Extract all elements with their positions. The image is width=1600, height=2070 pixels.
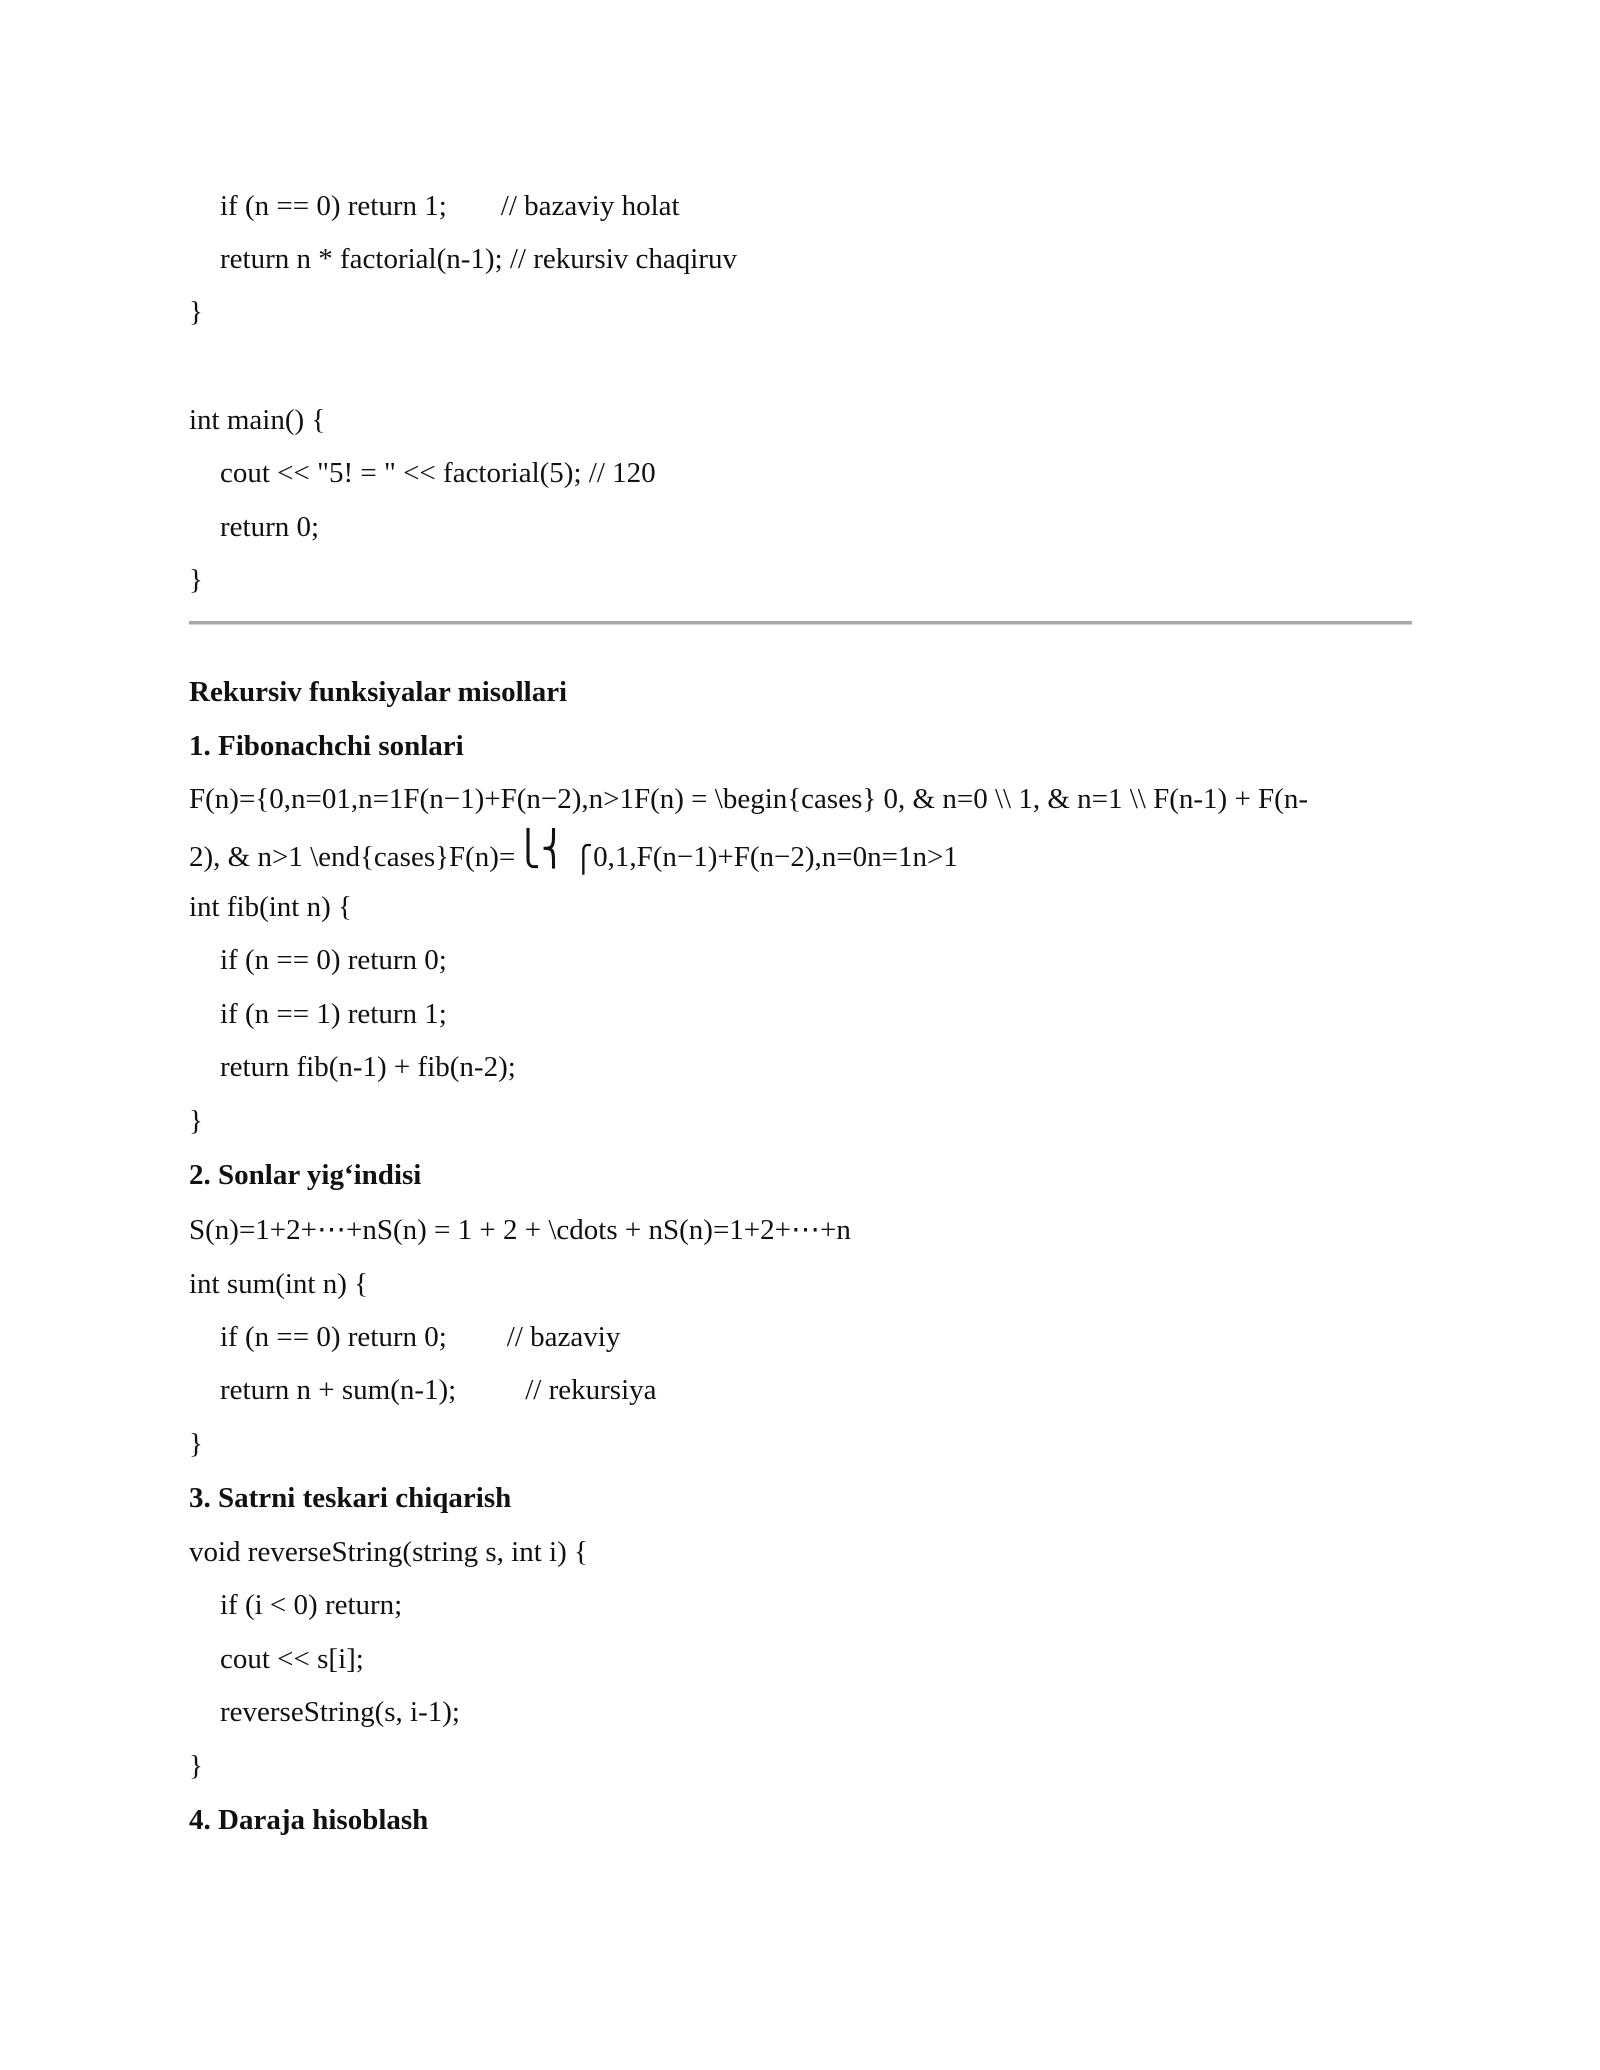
code-line (220, 1370, 657, 1410)
formula-line (189, 831, 958, 877)
code-line (220, 1317, 620, 1357)
subsection-title-fibonacci: 1. Fibonachchi sonlari (189, 730, 464, 762)
code-comment: // rekursiya (525, 1374, 657, 1406)
code-line: return 0; (220, 511, 320, 543)
code-line: } (189, 1750, 203, 1782)
brace-glyph: ⎧ (573, 845, 594, 874)
code-comment: // bazaviy (506, 1321, 621, 1353)
formula-line: F(n)={0,n=01,n=1F(n−1)+F(n−2),n>1F(n) = \begin{cases} 0, & n=0 \\ 1, & n=1 \\ F(n-1) + F(n- (189, 783, 1308, 815)
section-heading: Rekursiv funksiyalar misollari (189, 676, 568, 708)
subsection-title-sum: 2. Sonlar yig‘indisi (189, 1159, 422, 1191)
code-line: } (189, 1105, 203, 1137)
code-comment: // bazaviy holat (500, 190, 680, 222)
code-line: int fib(int n) { (189, 891, 352, 923)
subsection-title-power: 4. Daraja hisoblash (189, 1804, 429, 1836)
horizontal-rule (189, 621, 1412, 625)
code-line: return n * factorial(n-1); // rekursiv chaqiruv (220, 243, 737, 275)
code-line: if (n == 1) return 1; (220, 998, 447, 1030)
code-line: } (189, 1428, 203, 1460)
code-line (220, 186, 680, 226)
code-line: reverseString(s, i-1); (220, 1696, 460, 1728)
subsection-title-reverse: 3. Satrni teskari chiqarish (189, 1482, 512, 1514)
formula-line: S(n)=1+2+⋯+nS(n) = 1 + 2 + \cdots + nS(n)=1+2+⋯+n (189, 1214, 851, 1246)
code-line: } (189, 296, 203, 328)
formula-text: 2), & n>1 \end{cases}F(n)= (189, 841, 516, 873)
brace-glyph: ⎩⎨ (515, 831, 567, 868)
code-line: return fib(n-1) + fib(n-2); (220, 1051, 516, 1083)
code-text: return n + sum(n-1); (220, 1374, 457, 1406)
code-line: void reverseString(string s, int i) { (189, 1536, 588, 1568)
code-line: cout << "5! = " << factorial(5); // 120 (220, 457, 656, 489)
code-line: int main() { (189, 404, 326, 436)
code-line: cout << s[i]; (220, 1643, 364, 1675)
code-text: if (n == 0) return 0; (220, 1321, 447, 1353)
code-line: int sum(int n) { (189, 1268, 369, 1300)
code-line: if (n == 0) return 0; (220, 944, 447, 976)
formula-text: 0,1,F(n−1)+F(n−2),n=0n=1n>1 (593, 841, 958, 873)
code-line: if (i < 0) return; (220, 1589, 403, 1621)
code-line: } (189, 564, 203, 596)
code-text: if (n == 0) return 1; (220, 190, 447, 222)
